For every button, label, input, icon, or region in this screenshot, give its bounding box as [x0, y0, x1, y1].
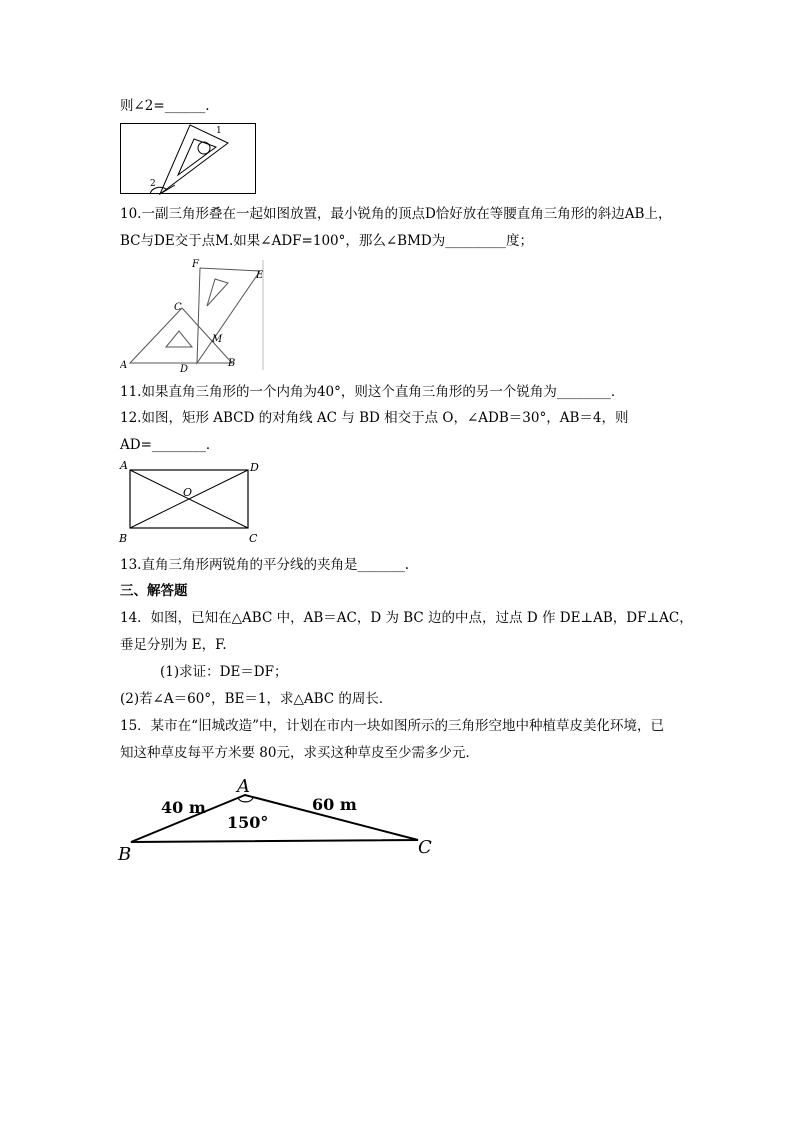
q10-label-A: A — [120, 360, 128, 371]
q15-label-B: B — [118, 844, 132, 865]
q15-side-AC: 60 m — [312, 795, 357, 814]
q12-figure — [118, 458, 268, 546]
q11-text: 11.如果直角三角形的一个内角为40°，则这个直角三角形的另一个锐角为________． — [120, 384, 625, 400]
q15-label-C: C — [418, 837, 432, 858]
q12-label-D: D — [250, 461, 259, 474]
q9-figure — [120, 123, 257, 195]
q14-part-2: (2)若∠A＝60°，BE＝1，求△ABC 的周长． — [120, 691, 393, 707]
section-3-heading: 三、解答题 — [120, 583, 188, 599]
q15-angle-A: 150° — [227, 813, 269, 832]
q15-text-1: 15．某市在“旧城改造”中，计划在市内一块如图所示的三角形空地中种植草皮美化环境，已 — [120, 718, 664, 734]
q14-text-2: 垂足分别为 E，F. — [120, 637, 227, 653]
q13-text: 13.直角三角形两锐角的平分线的夹角是_______. — [120, 557, 410, 573]
q15-text-2: 知这种草皮每平方米要 80元，求买这种草皮至少需多少元． — [120, 745, 479, 761]
q10-label-D: D — [180, 364, 189, 373]
q10-label-B: B — [228, 358, 236, 369]
q10-text-2: BC与DE交于点M.如果∠ADF=100°，那么∠BMD为_________度； — [120, 233, 534, 249]
q12-label-A: A — [120, 459, 128, 472]
q12-text-2: AD=________． — [120, 437, 220, 453]
q15-label-A: A — [237, 776, 250, 797]
q12-label-B: B — [119, 532, 128, 545]
q14-text-1: 14．如图，已知在△ABC 中，AB＝AC，D 为 BC 边的中点，过点 D 作 DE⊥AB，DF⊥AC， — [120, 610, 693, 626]
q10-label-E: E — [256, 270, 264, 281]
q12-label-C: C — [249, 532, 258, 545]
q10-label-M: M — [212, 334, 223, 345]
q10-label-C: C — [174, 302, 182, 313]
q12-label-O: O — [183, 486, 193, 499]
q12-text-1: 12.如图，矩形 ABCD 的对角线 AC 与 BD 相交于点 O，∠ADB＝30°，AB＝4，则 — [120, 410, 629, 426]
q14-part-1: (1)求证：DE＝DF； — [160, 664, 288, 680]
q9-label-2: 2 — [150, 179, 156, 189]
q10-figure — [120, 258, 265, 373]
q15-figure — [115, 770, 440, 865]
q10-text-1: 10.一副三角形叠在一起如图放置，最小锐角的顶点D恰好放在等腰直角三角形的斜边AB上， — [120, 206, 672, 222]
q9-label-1: 1 — [216, 126, 222, 136]
q15-side-AB: 40 m — [161, 798, 206, 817]
q9-answer-line: 则∠2=______. — [120, 98, 210, 114]
q10-label-F: F — [192, 259, 199, 270]
